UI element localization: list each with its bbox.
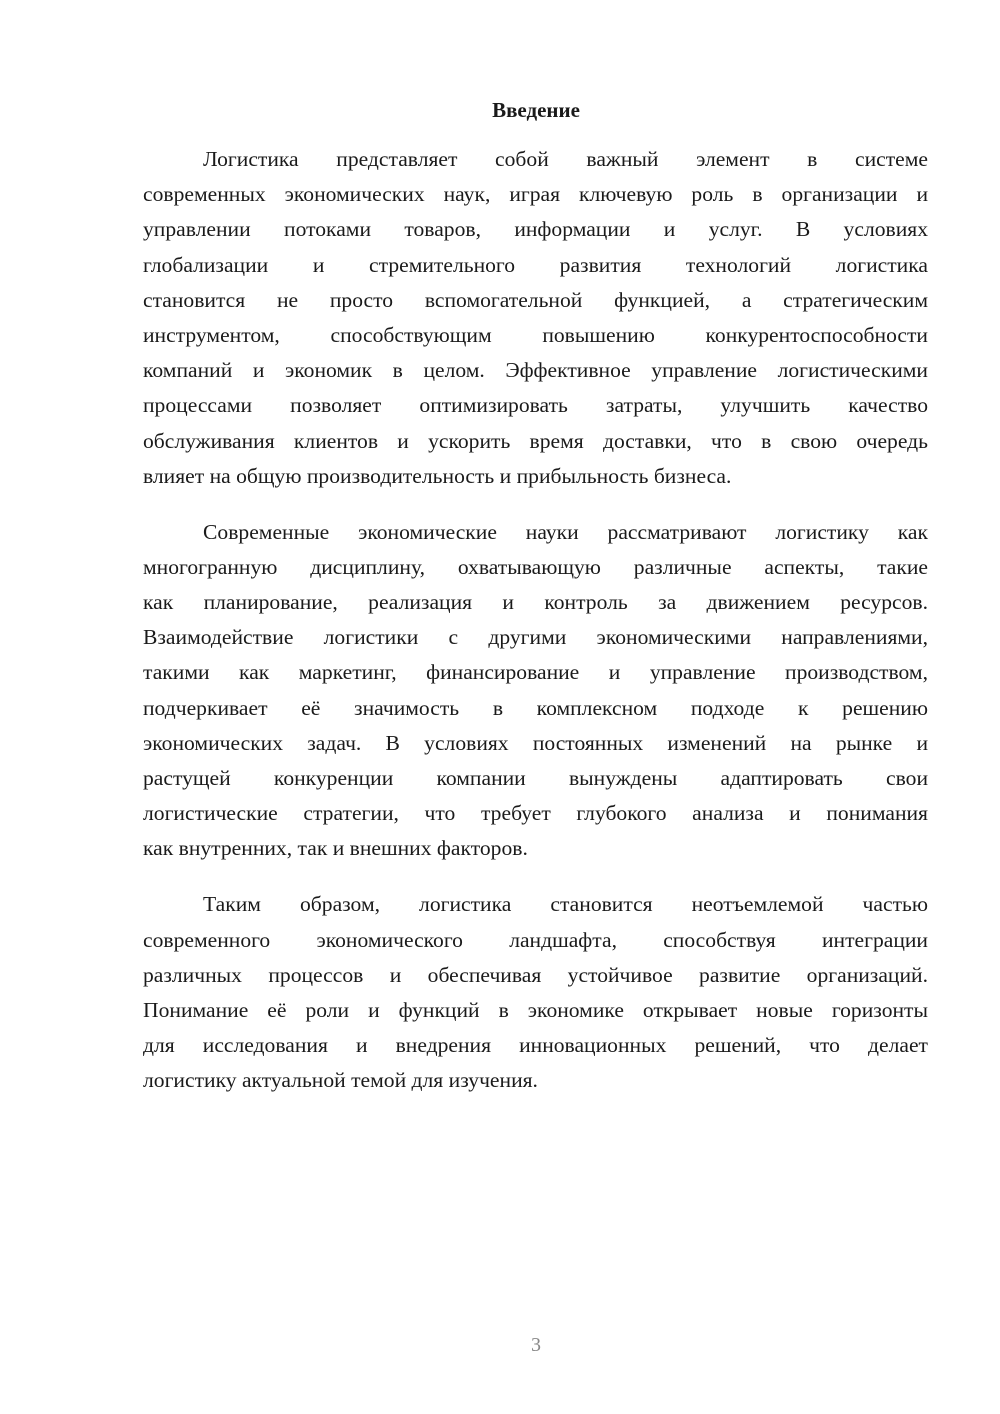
text-line: экономических задач. В условиях постоянных изменений на рынке и [143,730,928,755]
text-line: многогранную дисциплину, охватывающую различные аспекты, такие [143,554,928,579]
text-line: такими как маркетинг, финансирование и управление производством, [143,660,928,685]
text-line: Понимание её роли и функций в экономике открывает новые горизонты [143,997,928,1022]
text-line: растущей конкуренции компании вынуждены адаптировать свои [143,765,928,790]
paragraph [143,142,928,494]
text-line: процессами позволяет оптимизировать затраты, улучшить качество [143,393,928,418]
text-line: инструментом, способствующим повышению конкурентоспособности [143,322,928,347]
text-line: современного экономического ландшафта, способствуя интеграции [143,927,928,952]
text-line: подчеркивает её значимость в комплексном подходе к решению [143,695,928,720]
text-line: логистические стратегии, что требует глубокого анализа и понимания [143,801,928,826]
text-line: для исследования и внедрения инновационных решений, что делает [143,1033,928,1058]
paragraph [143,515,928,867]
text-line: как внутренних, так и внешних факторов. [143,836,528,861]
text-line: Современные экономические науки рассматривают логистику как [203,519,928,544]
text-line: Таким образом, логистика становится неотъемлемой частью [203,892,928,917]
text-line: глобализации и стремительного развития технологий логистика [143,252,928,277]
text-line: как планирование, реализация и контроль за движением ресурсов. [143,590,928,615]
text-line: обслуживания клиентов и ускорить время доставки, что в свою очередь [143,428,928,453]
text-line: логистику актуальной темой для изучения. [143,1068,538,1093]
text-line: различных процессов и обеспечивая устойчивое развитие организаций. [143,962,928,987]
text-line: Логистика представляет собой важный элемент в системе [203,147,928,171]
text-line: современных экономических наук, играя ключевую роль в организации и [143,182,928,207]
page-number: 3 [531,1334,541,1356]
text-line: становится не просто вспомогательной функцией, а стратегическим [143,287,928,312]
text-line: компаний и экономик в целом. Эффективное управление логистическими [143,358,928,383]
text-line: Взаимодействие логистики с другими экономическими направлениями, [143,625,928,650]
paragraph [143,887,928,1098]
page-title: Введение [492,98,580,122]
text-line: влияет на общую производительность и прибыльность бизнеса. [143,463,732,488]
document-body [143,142,928,1119]
text-line: управлении потоками товаров, информации и услуг. В условиях [143,217,928,242]
